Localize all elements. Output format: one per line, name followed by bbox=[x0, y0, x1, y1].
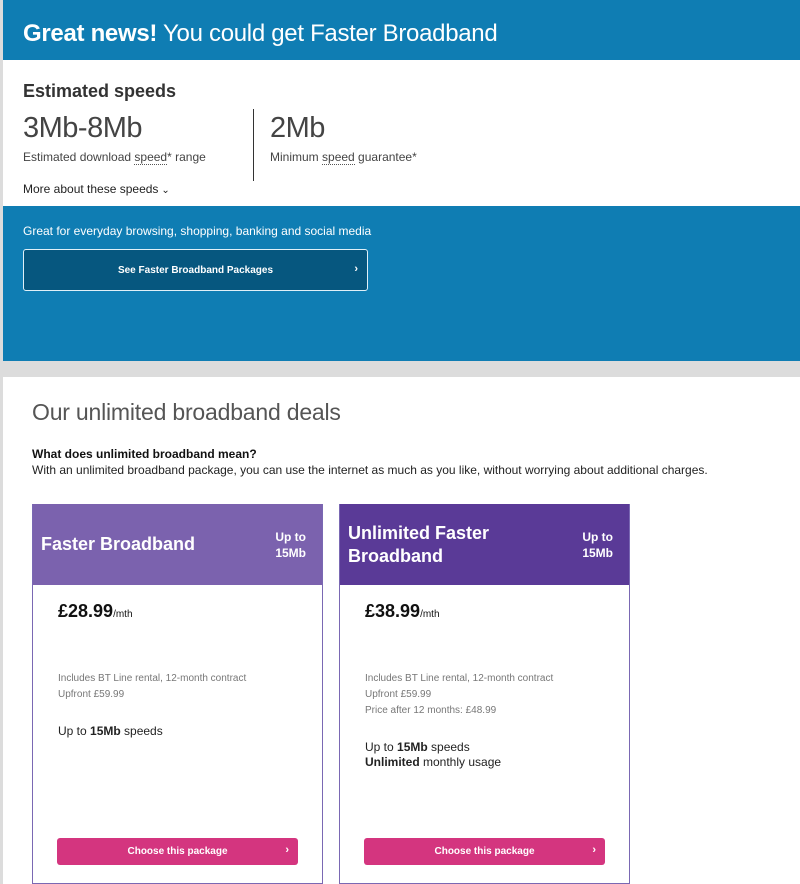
hero-cta-area bbox=[3, 224, 800, 291]
speed-range-block bbox=[23, 112, 206, 164]
package-speed-badge bbox=[275, 529, 306, 561]
package-name bbox=[348, 522, 489, 568]
package-card-faster-broadband bbox=[32, 504, 323, 884]
min-label-pre: Minimum bbox=[270, 150, 323, 164]
package-info bbox=[58, 671, 246, 703]
upto-speed: 15Mb bbox=[275, 546, 306, 560]
feature-pre: Up to bbox=[365, 740, 398, 754]
price-value: £38.99 bbox=[365, 601, 421, 621]
info-line: Includes BT Line rental, 12-month contract bbox=[58, 673, 247, 684]
hero-tagline: Great for everyday browsing, shopping, banking and social media bbox=[23, 224, 372, 238]
card-header bbox=[33, 504, 322, 585]
info-line: Upfront £59.99 bbox=[58, 689, 125, 700]
feature-bold: 15Mb bbox=[90, 724, 121, 738]
feature-bold: 15Mb bbox=[397, 740, 428, 754]
price-period: /mth bbox=[113, 609, 133, 620]
package-name-line: Broadband bbox=[348, 546, 444, 566]
feature-post: speeds bbox=[427, 740, 470, 754]
see-packages-button[interactable] bbox=[23, 249, 368, 291]
upto-label: Up to bbox=[582, 530, 613, 544]
package-info bbox=[365, 671, 553, 719]
range-label-pre: Estimated download bbox=[23, 150, 135, 164]
chevron-right-icon: › bbox=[592, 844, 596, 856]
package-name: Faster Broadband bbox=[41, 534, 196, 554]
min-speed-label bbox=[270, 150, 417, 164]
card-header bbox=[340, 504, 629, 585]
chevron-right-icon: › bbox=[354, 263, 358, 275]
min-speed-block bbox=[270, 112, 417, 164]
feature-post: monthly usage bbox=[419, 755, 502, 769]
headline-bold: Great news! bbox=[23, 20, 158, 47]
choose-label: Choose this package bbox=[434, 846, 535, 857]
info-line: Price after 12 months: £48.99 bbox=[365, 705, 497, 716]
upto-speed: 15Mb bbox=[582, 546, 613, 560]
hero-headline bbox=[3, 0, 800, 60]
range-label-post: * range bbox=[167, 150, 206, 164]
choose-package-button[interactable] bbox=[364, 838, 605, 865]
choose-label: Choose this package bbox=[127, 846, 228, 857]
info-line: Includes BT Line rental, 12-month contract bbox=[365, 673, 554, 684]
feature-post: speeds bbox=[120, 724, 163, 738]
package-price bbox=[365, 601, 440, 622]
package-feature bbox=[365, 755, 501, 770]
info-line: Upfront £59.99 bbox=[365, 689, 432, 700]
upto-label: Up to bbox=[275, 530, 306, 544]
estimated-speeds-title: Estimated speeds bbox=[23, 81, 177, 101]
package-name-line: Unlimited Faster bbox=[348, 523, 490, 543]
price-period: /mth bbox=[420, 609, 440, 620]
package-speed-badge bbox=[582, 529, 613, 561]
headline-rest: You could get Faster Broadband bbox=[157, 20, 498, 47]
package-card-unlimited-faster-broadband bbox=[339, 504, 630, 884]
more-about-speeds-link[interactable] bbox=[23, 182, 170, 196]
speed-range-label bbox=[23, 150, 206, 164]
chevron-right-icon: › bbox=[285, 844, 289, 856]
min-label-post: guarantee* bbox=[354, 150, 417, 164]
choose-package-button[interactable] bbox=[57, 838, 298, 865]
speed-range-value: 3Mb-8Mb bbox=[23, 112, 142, 144]
chevron-down-icon: ⌄ bbox=[161, 185, 170, 196]
deals-title: Our unlimited broadband deals bbox=[32, 399, 341, 425]
package-feature bbox=[365, 740, 470, 755]
unlimited-question: What does unlimited broadband mean? bbox=[32, 447, 257, 461]
price-value: £28.99 bbox=[58, 601, 114, 621]
speeds-divider bbox=[253, 109, 254, 181]
package-price bbox=[58, 601, 133, 622]
min-speed-value: 2Mb bbox=[270, 112, 325, 144]
speed-hero bbox=[3, 0, 800, 361]
more-about-speeds-label: More about these speeds bbox=[23, 182, 159, 196]
estimated-speeds-panel bbox=[3, 60, 800, 206]
feature-pre: Up to bbox=[58, 724, 91, 738]
package-feature bbox=[58, 724, 163, 739]
see-packages-label: See Faster Broadband Packages bbox=[117, 264, 274, 276]
unlimited-deals-section bbox=[3, 377, 800, 884]
min-speed-tooltip-link[interactable]: speed bbox=[322, 150, 355, 164]
feature-bold: Unlimited bbox=[365, 755, 420, 769]
unlimited-answer: With an unlimited broadband package, you can use the internet as much as you like, without worrying about additional charges. bbox=[32, 463, 708, 477]
speed-tooltip-link[interactable]: speed bbox=[134, 150, 168, 164]
